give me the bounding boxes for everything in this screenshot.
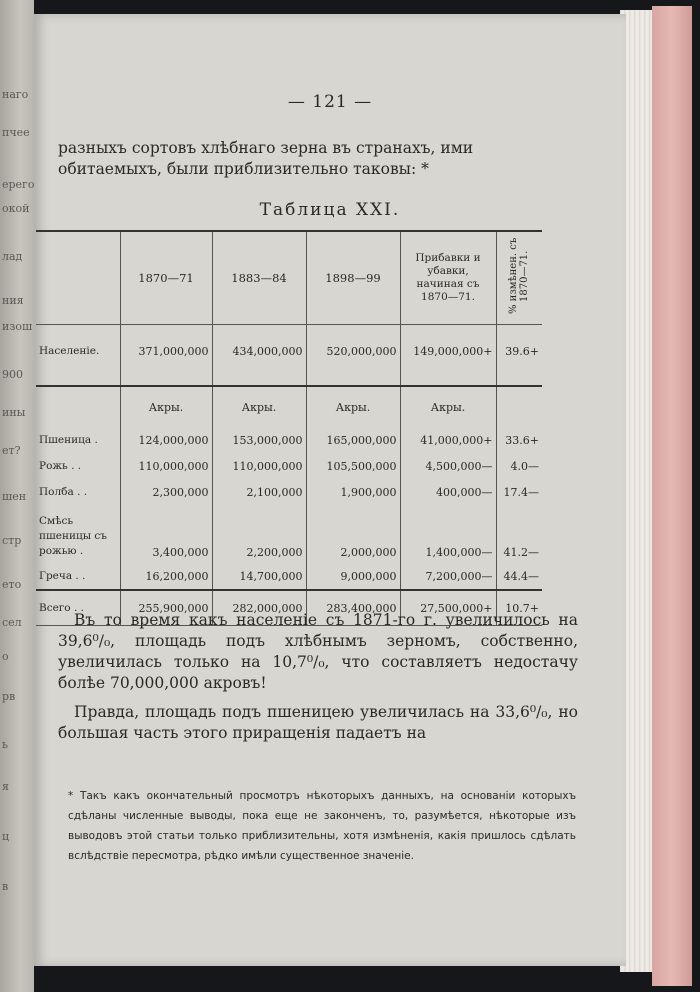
facing-page-fragment: ц [2,830,10,843]
facing-page-fragment: наго [2,88,29,101]
table-cell: 4,500,000— [400,453,496,479]
facing-page-fragment: в [2,880,9,893]
facing-page-fragment: рв [2,690,16,703]
table-cell: 39.6+ [496,325,542,378]
header-cell: Прибавки и убавки, начиная съ 1870—71. [400,231,496,325]
table-cell: 110,000,000 [120,453,212,479]
row-label: Греча . . [39,570,86,582]
table-cell: 16,200,000 [120,563,212,590]
facing-page-fragment: сел [2,616,22,629]
facing-page-fragment: я [2,780,9,793]
table-cell: 9,000,000 [306,563,400,590]
table-cell: 434,000,000 [212,325,306,378]
table-cell: 4.0— [496,453,542,479]
table-cell: 105,500,000 [306,453,400,479]
header-cell: 1898—99 [306,231,400,325]
facing-page-fragment: стр [2,534,22,547]
footnote: * Такъ какъ окончательный просмотръ нѣкоторыхъ данныхъ, на основаніи которыхъ сдѣланы численные выводы, пока еще не законченъ, то, разумѣется, нѣкоторые изъ выводовъ этой статьи только приблизительны, хотя измѣненія, какія пришлось сдѣлать вслѣдствіе пересмотра, рѣдко имѣли существенное значеніе. [68,790,576,862]
table-cell: 2,200,000 [212,505,306,563]
table-cell: 1,900,000 [306,479,400,505]
table-cell: 283,400,000 [306,590,400,626]
units-row [36,386,542,427]
table-cell: 282,000,000 [212,590,306,626]
table-cell: 400,000— [400,479,496,505]
intro-paragraph [58,138,578,180]
population-row [36,325,542,378]
header-cell: 1870—71 [120,231,212,325]
spacer-row [36,377,542,386]
page-number: — 121 — [287,92,373,112]
facing-page-fragment: ето [2,578,22,591]
table-cell: 2,100,000 [212,479,306,505]
table-cell: 44.4— [496,563,542,590]
table-cell: 2,300,000 [120,479,212,505]
table-cell: 110,000,000 [212,453,306,479]
header-percent-label: % измѣнен. съ 1870—71. [508,237,531,315]
table-cell: 7,200,000— [400,563,496,590]
facing-page-fragment: изош [2,320,33,333]
body-paragraph-1: Въ то время какъ населеніе съ 1871-го г. увеличилось на 39,6⁰/₀, площадь подъ хлѣбнымъ зерномъ, собственно, увеличилась только на 10,7⁰/₀, что составляетъ недостачу болѣе 70,000,000 акровъ! [58,611,578,692]
table-cell: 10.7+ [496,590,542,626]
row-label: Населеніе. [36,325,120,378]
facing-page-fragment: ерего [2,178,34,191]
table-cell: 1,400,000— [400,505,496,563]
units-cell [496,386,542,427]
facing-page-fragment: окой [2,202,30,215]
book-cover-edge [652,6,692,986]
facing-page-fragment: о [2,650,9,663]
header-cell-percent [496,231,542,325]
units-cell: Акры. [120,386,212,427]
table-cell: 124,000,000 [120,427,212,453]
table-row [36,453,542,479]
header-cell [36,231,120,325]
table-cell: 33.6+ [496,427,542,453]
table-cell: 3,400,000 [120,505,212,563]
row-label: Всего . . [36,590,120,626]
table-cell: 41,000,000+ [400,427,496,453]
table-cell: 371,000,000 [120,325,212,378]
intro-line: разныхъ сортовъ хлѣбнаго зерна въ странахъ, ими [58,139,474,157]
table-cell: 149,000,000+ [400,325,496,378]
table-cell: 255,900,000 [120,590,212,626]
book-page [34,14,626,966]
table-cell: 153,000,000 [212,427,306,453]
facing-page-fragment: пчее [2,126,30,139]
table-cell: 41.2— [496,505,542,563]
facing-page-fragment: ет? [2,444,21,457]
body-paragraph-2: Правда, площадь подъ пшеницею увеличилась на 33,6⁰/₀, но большая часть этого приращенія падаетъ на [58,703,578,742]
table-cell: 520,000,000 [306,325,400,378]
intro-line: обитаемыхъ, были приблизительно таковы: * [58,160,429,178]
table-row [36,505,542,563]
table-cell: 17.4— [496,479,542,505]
row-label: Рожь . . [39,460,82,472]
table-cell: 165,000,000 [306,427,400,453]
header-cell: 1883—84 [212,231,306,325]
facing-page-edge [0,0,34,992]
table-cell: 2,000,000 [306,505,400,563]
table-cell: 27,500,000+ [400,590,496,626]
facing-page-fragment: шен [2,490,27,503]
facing-page-fragment: ь [2,738,8,751]
row-label: Полба . . [39,486,88,498]
facing-page-fragment: 900 [2,368,23,381]
units-cell [36,386,120,427]
table-row [36,427,542,453]
units-cell: Акры. [212,386,306,427]
units-cell: Акры. [400,386,496,427]
table-cell: 14,700,000 [212,563,306,590]
table-row [36,563,542,590]
grain-area-table [36,230,542,626]
table-row [36,479,542,505]
facing-page-fragment: лад [2,250,23,263]
row-label: Пшеница . [39,434,98,446]
facing-page-fragment: ния [2,294,24,307]
table-title: Таблица XXI. [259,200,401,220]
units-cell: Акры. [306,386,400,427]
table-header-row [36,231,542,325]
row-label: Смѣсь пшеницы съ рожью . [39,515,107,557]
facing-page-fragment: ины [2,406,26,419]
